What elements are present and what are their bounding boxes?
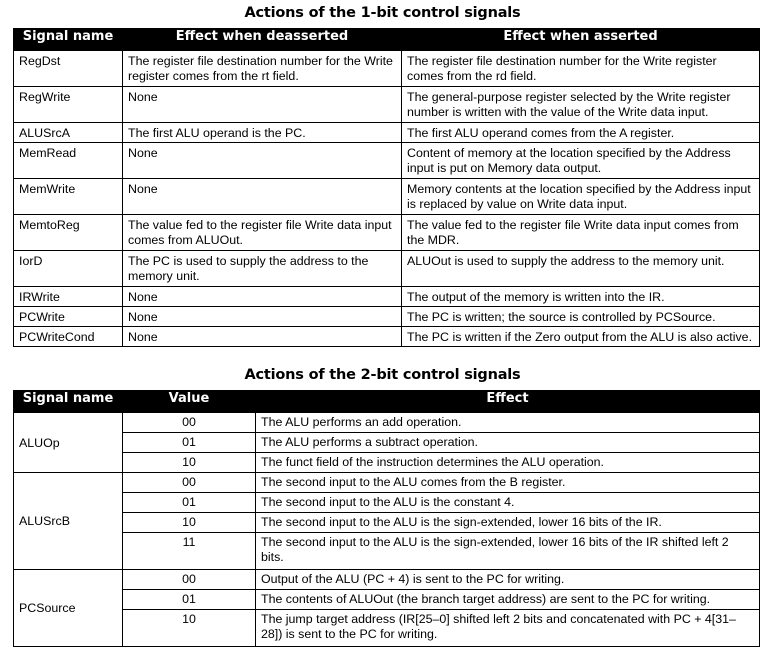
asserted-effect-cell: The general-purpose register selected by the Write register number is written with the value of the Write data input. — [402, 87, 760, 123]
effect-cell: The jump target address (IR[25–0] shifted left 2 bits and concatenated with PC + 4[31–28]) is sent to the PC for writing. — [256, 610, 760, 647]
table-row — [14, 179, 760, 215]
table2-title: Actions of the 2-bit control signals — [244, 367, 521, 383]
effect-cell: The second input to the ALU is the sign-extended, lower 16 bits of the IR shifted left 2 bits. — [256, 533, 760, 570]
table-row — [14, 570, 760, 590]
table-row — [14, 251, 760, 287]
value-cell: 00 — [123, 570, 256, 590]
effect-cell: The second input to the ALU is the constant 4. — [256, 493, 760, 513]
value-cell: 10 — [123, 453, 256, 473]
deasserted-effect-cell: The register file destination number for the Write register comes from the rt field. — [123, 51, 402, 87]
effect-cell: Output of the ALU (PC + 4) is sent to the PC for writing. — [256, 570, 760, 590]
table-row — [14, 327, 760, 347]
deasserted-effect-cell: The value fed to the register file Write data input comes from ALUOut. — [123, 215, 402, 251]
deasserted-effect-cell: None — [123, 307, 402, 327]
value-cell: 10 — [123, 513, 256, 533]
signal-name-cell: IRWrite — [14, 287, 123, 307]
asserted-effect-cell: The PC is written; the source is controlled by PCSource. — [402, 307, 760, 327]
table-row — [14, 493, 760, 513]
table-row — [14, 215, 760, 251]
table1-header-deasserted: Effect when deasserted — [123, 29, 402, 51]
value-cell: 11 — [123, 533, 256, 570]
table-row — [14, 433, 760, 453]
table1-header-asserted: Effect when asserted — [402, 29, 760, 51]
asserted-effect-cell: The first ALU operand comes from the A register. — [402, 123, 760, 143]
value-cell: 01 — [123, 590, 256, 610]
asserted-effect-cell: ALUOut is used to supply the address to the memory unit. — [402, 251, 760, 287]
asserted-effect-cell: The PC is written if the Zero output from the ALU is also active. — [402, 327, 760, 347]
deasserted-effect-cell: None — [123, 327, 402, 347]
table-row — [14, 473, 760, 493]
table2-header-signal: Signal name — [14, 391, 123, 413]
signal-name-cell: RegDst — [14, 51, 123, 87]
signal-name-cell: IorD — [14, 251, 123, 287]
signal-name-cell: PCSource — [14, 570, 123, 647]
table1-title: Actions of the 1-bit control signals — [244, 5, 521, 21]
table-row — [14, 87, 760, 123]
table-row — [14, 610, 760, 647]
table-row — [14, 590, 760, 610]
asserted-effect-cell: Memory contents at the location specified by the Address input is replaced by value on Write data input. — [402, 179, 760, 215]
deasserted-effect-cell: None — [123, 287, 402, 307]
effect-cell: The ALU performs an add operation. — [256, 413, 760, 433]
one-bit-signals-table — [13, 28, 760, 347]
deasserted-effect-cell: The first ALU operand is the PC. — [123, 123, 402, 143]
table-row — [14, 143, 760, 179]
table2-header-value: Value — [123, 391, 256, 413]
asserted-effect-cell: The register file destination number for the Write register comes from the rd field. — [402, 51, 760, 87]
signal-name-cell: ALUSrcB — [14, 473, 123, 570]
signal-name-cell: MemRead — [14, 143, 123, 179]
effect-cell: The contents of ALUOut (the branch target address) are sent to the PC for writing. — [256, 590, 760, 610]
effect-cell: The second input to the ALU comes from the B register. — [256, 473, 760, 493]
signal-name-cell: RegWrite — [14, 87, 123, 123]
table-row — [14, 453, 760, 473]
value-cell: 00 — [123, 413, 256, 433]
table-row — [14, 51, 760, 87]
deasserted-effect-cell: None — [123, 179, 402, 215]
deasserted-effect-cell: The PC is used to supply the address to the memory unit. — [123, 251, 402, 287]
table-row — [14, 123, 760, 143]
value-cell: 01 — [123, 493, 256, 513]
table-row — [14, 513, 760, 533]
signal-name-cell: ALUOp — [14, 413, 123, 473]
signal-name-cell: MemWrite — [14, 179, 123, 215]
table-row — [14, 413, 760, 433]
table2-header-row — [14, 391, 760, 413]
effect-cell: The second input to the ALU is the sign-extended, lower 16 bits of the IR. — [256, 513, 760, 533]
asserted-effect-cell: The value fed to the register file Write data input comes from the MDR. — [402, 215, 760, 251]
signal-name-cell: ALUSrcA — [14, 123, 123, 143]
signal-name-cell: PCWriteCond — [14, 327, 123, 347]
table-row — [14, 307, 760, 327]
asserted-effect-cell: Content of memory at the location specified by the Address input is put on Memory data output. — [402, 143, 760, 179]
signal-name-cell: MemtoReg — [14, 215, 123, 251]
table1-header-row — [14, 29, 760, 51]
effect-cell: The ALU performs a subtract operation. — [256, 433, 760, 453]
value-cell: 00 — [123, 473, 256, 493]
effect-cell: The funct field of the instruction determines the ALU operation. — [256, 453, 760, 473]
table2-header-effect: Effect — [256, 391, 760, 413]
signal-name-cell: PCWrite — [14, 307, 123, 327]
value-cell: 10 — [123, 610, 256, 647]
deasserted-effect-cell: None — [123, 143, 402, 179]
table-row — [14, 287, 760, 307]
table-row — [14, 533, 760, 570]
value-cell: 01 — [123, 433, 256, 453]
asserted-effect-cell: The output of the memory is written into the IR. — [402, 287, 760, 307]
table1-header-signal: Signal name — [14, 29, 123, 51]
two-bit-signals-table — [13, 390, 760, 647]
deasserted-effect-cell: None — [123, 87, 402, 123]
